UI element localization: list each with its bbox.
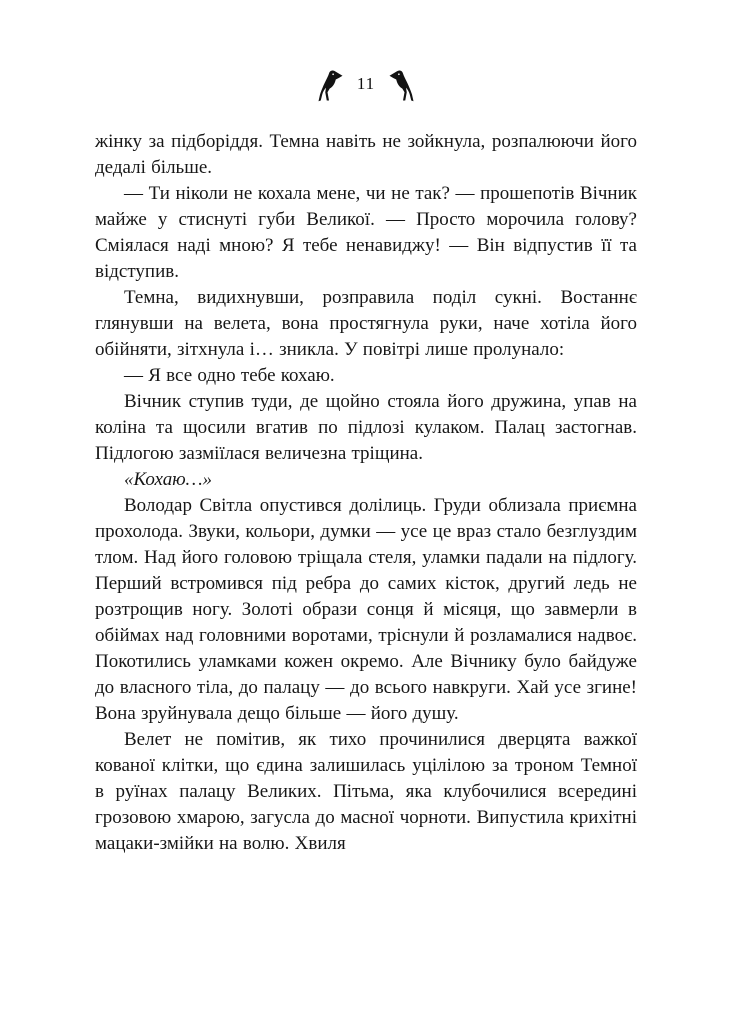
page-number: 11 [356, 74, 376, 93]
paragraph: Темна, видихнувши, розправила поділ сукні. Востаннє глянувши на велета, вона простягнула руки, наче хотіла його обійняти, зітхнула і… зникла. У повітрі лише пролунало: [95, 287, 637, 360]
paragraph: — Ти ніколи не кохала мене, чи не так? — прошепотів Вічник майже у стиснуті губи Великої. — Просто морочила голову? Сміялася наді мною? Я тебе ненавиджу! — Він відпустив її та відступив. [95, 183, 637, 282]
raven-left-icon [317, 69, 344, 102]
paragraph: Вічник ступив туди, де щойно стояла його дружина, упав на коліна та щосили вгатив по підлозі кулаком. Палац застогнав. Підлогою зазміїлася величезна тріщина. [95, 391, 637, 464]
raven-right-icon [388, 69, 415, 102]
page-header [95, 68, 637, 102]
paragraph: Велет не помітив, як тихо прочинилися дверцята важкої кованої клітки, що єдина залишилась уцілілою за троном Темної в руїнах палацу Великих. Пітьма, яка клубочилися всередині грозовою хмарою, загусла до масної чорноти. Випустила крихітні мацаки-змійки на волю. Хвиля [95, 729, 637, 854]
paragraph: «Кохаю…» [124, 469, 212, 490]
text-content [95, 129, 637, 857]
paragraph: — Я все одно тебе кохаю. [124, 365, 335, 386]
paragraph: жінку за підборіддя. Темна навіть не зойкнула, розпалюючи його дедалі більше. [95, 131, 637, 178]
paragraph: Володар Світла опустився долілиць. Груди облизала приємна прохолода. Звуки, кольори, думки — усе це враз стало безглуздим тлом. Над його головою тріщала стеля, уламки падали на підлогу. Перший встромився під ребра до самих кісток, другий ледь не розтрощив ногу. Золоті образи сонця й місяця, що завмерли в обіймах над головними воротами, тріснули й розламалися надвоє. Покотились уламками кожен окремо. Але Вічнику було байдуже до власного тіла, до палацу — до всього навкруги. Хай усе згине! Вона зруйнувала дещо більше — його душу. [95, 495, 637, 724]
